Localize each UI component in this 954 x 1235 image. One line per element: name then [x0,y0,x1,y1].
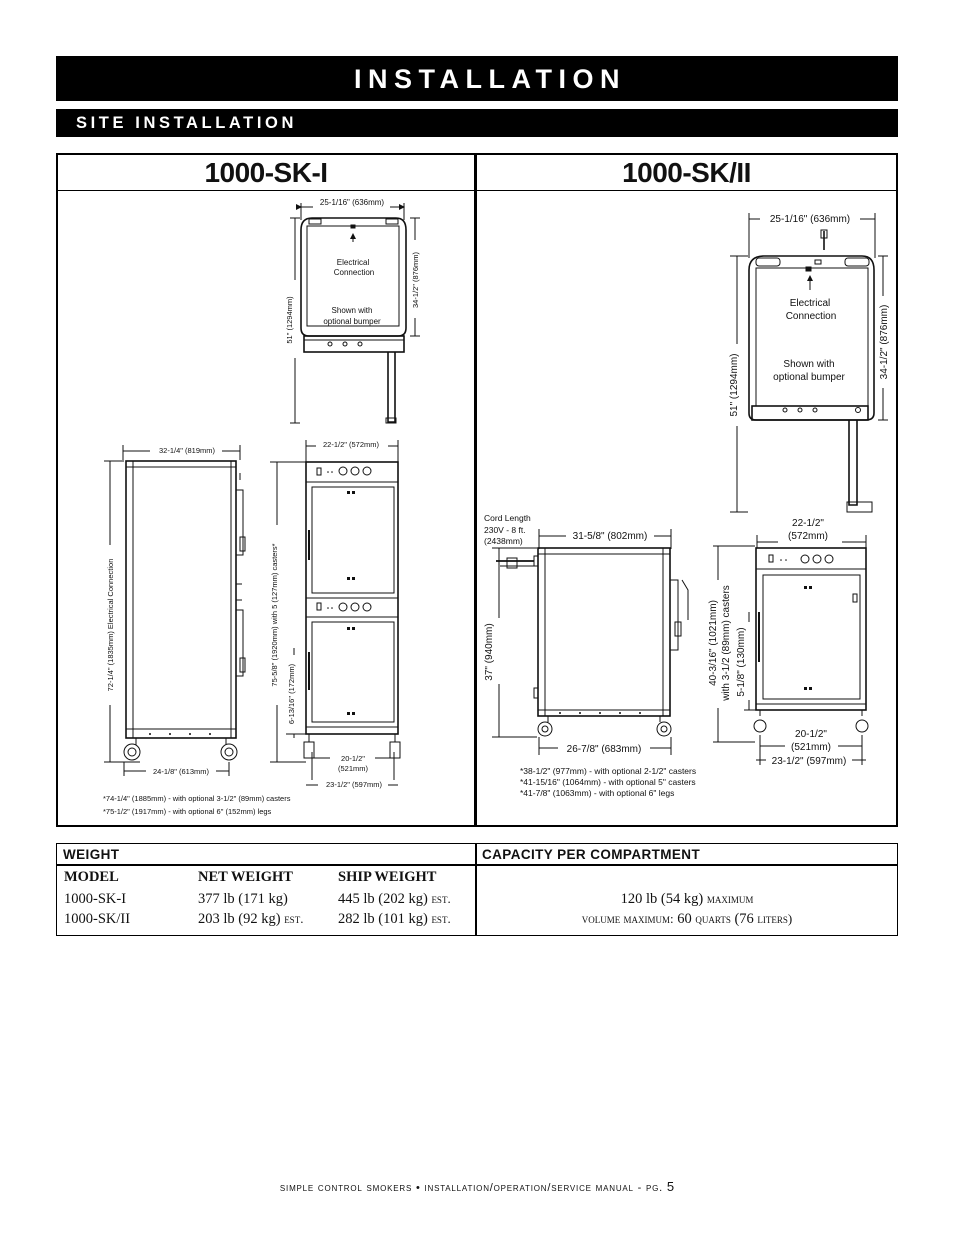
row1-ship: 445 lb (202 kg) est. [338,891,451,907]
capacity-header: CAPACITY PER COMPARTMENT [482,847,701,862]
right-front-base-label: 23-1/2" (597mm) [771,756,847,767]
col-ship-weight: SHIP WEIGHT [338,869,437,885]
right-cord-line1: Cord Length [484,513,531,523]
left-top-width-label: 25-1/16" (636mm) [319,198,385,207]
page-title: INSTALLATION [56,56,898,101]
right-side-width-label: 31-5/8" (802mm) [572,531,648,542]
right-front-height-line3: 5-1/8" (130mm) [736,627,747,697]
left-note-1: *74-1/4" (1885mm) - with optional 3-1/2" (89mm) casters [103,794,291,803]
right-cord-line3: (2438mm) [484,536,523,546]
right-cord-line2: 230V - 8 ft. [484,525,526,535]
left-front-view [270,440,400,785]
right-electrical-line1: Electrical [789,298,831,309]
right-bumper-line2: optional bumper [773,372,845,383]
right-bumper-line1: Shown with [783,359,835,370]
right-front-inner-line2: (521mm) [790,742,832,753]
model-title-left: 1000-SK-I [58,155,474,191]
right-top-width-label: 25-1/16" (636mm) [769,214,851,225]
model-title-right: 1000-SK/II [477,155,896,191]
row2-net: 203 lb (92 kg) est. [198,911,304,927]
left-electrical-line1: Electrical [336,258,370,267]
capacity-line2: volume maximum: 60 quarts (76 liters) [581,911,793,927]
left-front-base-label: 23-1/2" (597mm) [325,780,383,789]
weight-header: WEIGHT [63,847,120,862]
right-front-width-line1: 22-1/2" [792,518,824,529]
right-note-3: *41-7/8" (1063mm) - with optional 6" legs [520,788,675,798]
section-title: SITE INSTALLATION [56,109,898,137]
spec-table-header-rule [56,864,898,866]
left-front-height-label: 75-5/8" (1920mm) with 5 (127mm) casters* [270,543,279,687]
row1-model: 1000-SK-I [64,891,127,907]
col-net-weight: NET WEIGHT [198,869,293,885]
left-front-leg-label: 6-13/16" (172mm) [287,663,296,725]
right-front-height-line2: with 3-1/2 (89mm) casters [721,585,732,701]
right-side-base-label: 26-7/8" (683mm) [566,744,642,755]
left-bumper-line1: Shown with [331,306,373,315]
right-front-height-line1: 40-3/16" (1021mm) [708,600,719,686]
left-bumper-line2: optional bumper [323,317,381,326]
left-electrical-line2: Connection [333,268,375,277]
right-side-height-label: 37" (940mm) [484,623,495,681]
right-depth-total-label: 51" (1294mm) [729,353,740,417]
left-front-width-label: 22-1/2" (572mm) [322,440,380,449]
left-front-inner-line2: (521mm) [337,764,369,773]
right-note-1: *38-1/2" (977mm) - with optional 2-1/2" casters [520,766,697,776]
right-front-width-line2: (572mm) [787,531,829,542]
left-side-view [104,445,245,776]
row2-ship: 282 lb (101 kg) est. [338,911,451,927]
col-model: MODEL [64,869,119,885]
capacity-line1: 120 lb (54 kg) maximum [620,891,754,907]
left-front-inner-line1: 20-1/2" [341,754,365,763]
left-side-width-label: 32-1/4" (819mm) [158,446,216,455]
right-side-view [492,529,688,755]
right-front-inner-line1: 20-1/2" [795,729,827,740]
left-depth-top-label: 34-1/2" (876mm) [411,251,420,309]
right-depth-top-label: 34-1/2" (876mm) [879,304,890,380]
row1-net: 377 lb (171 kg) [198,891,288,907]
left-depth-total-label: 51" (1294mm) [285,296,294,344]
row2-model: 1000-SK/II [64,911,131,927]
left-side-base-label: 24-1/8" (613mm) [152,767,210,776]
page-footer: simple control smokers • installation/operation/service manual - pg. 5 [279,1179,675,1194]
right-electrical-line2: Connection [785,311,837,322]
left-side-height-label: 72-1/4" (1835mm) Electrical Connection [106,558,115,692]
right-note-2: *41-15/16" (1064mm) - with optional 5" casters [520,777,696,787]
left-note-2: *75-1/2" (1917mm) - with optional 6" (152mm) legs [103,807,272,816]
